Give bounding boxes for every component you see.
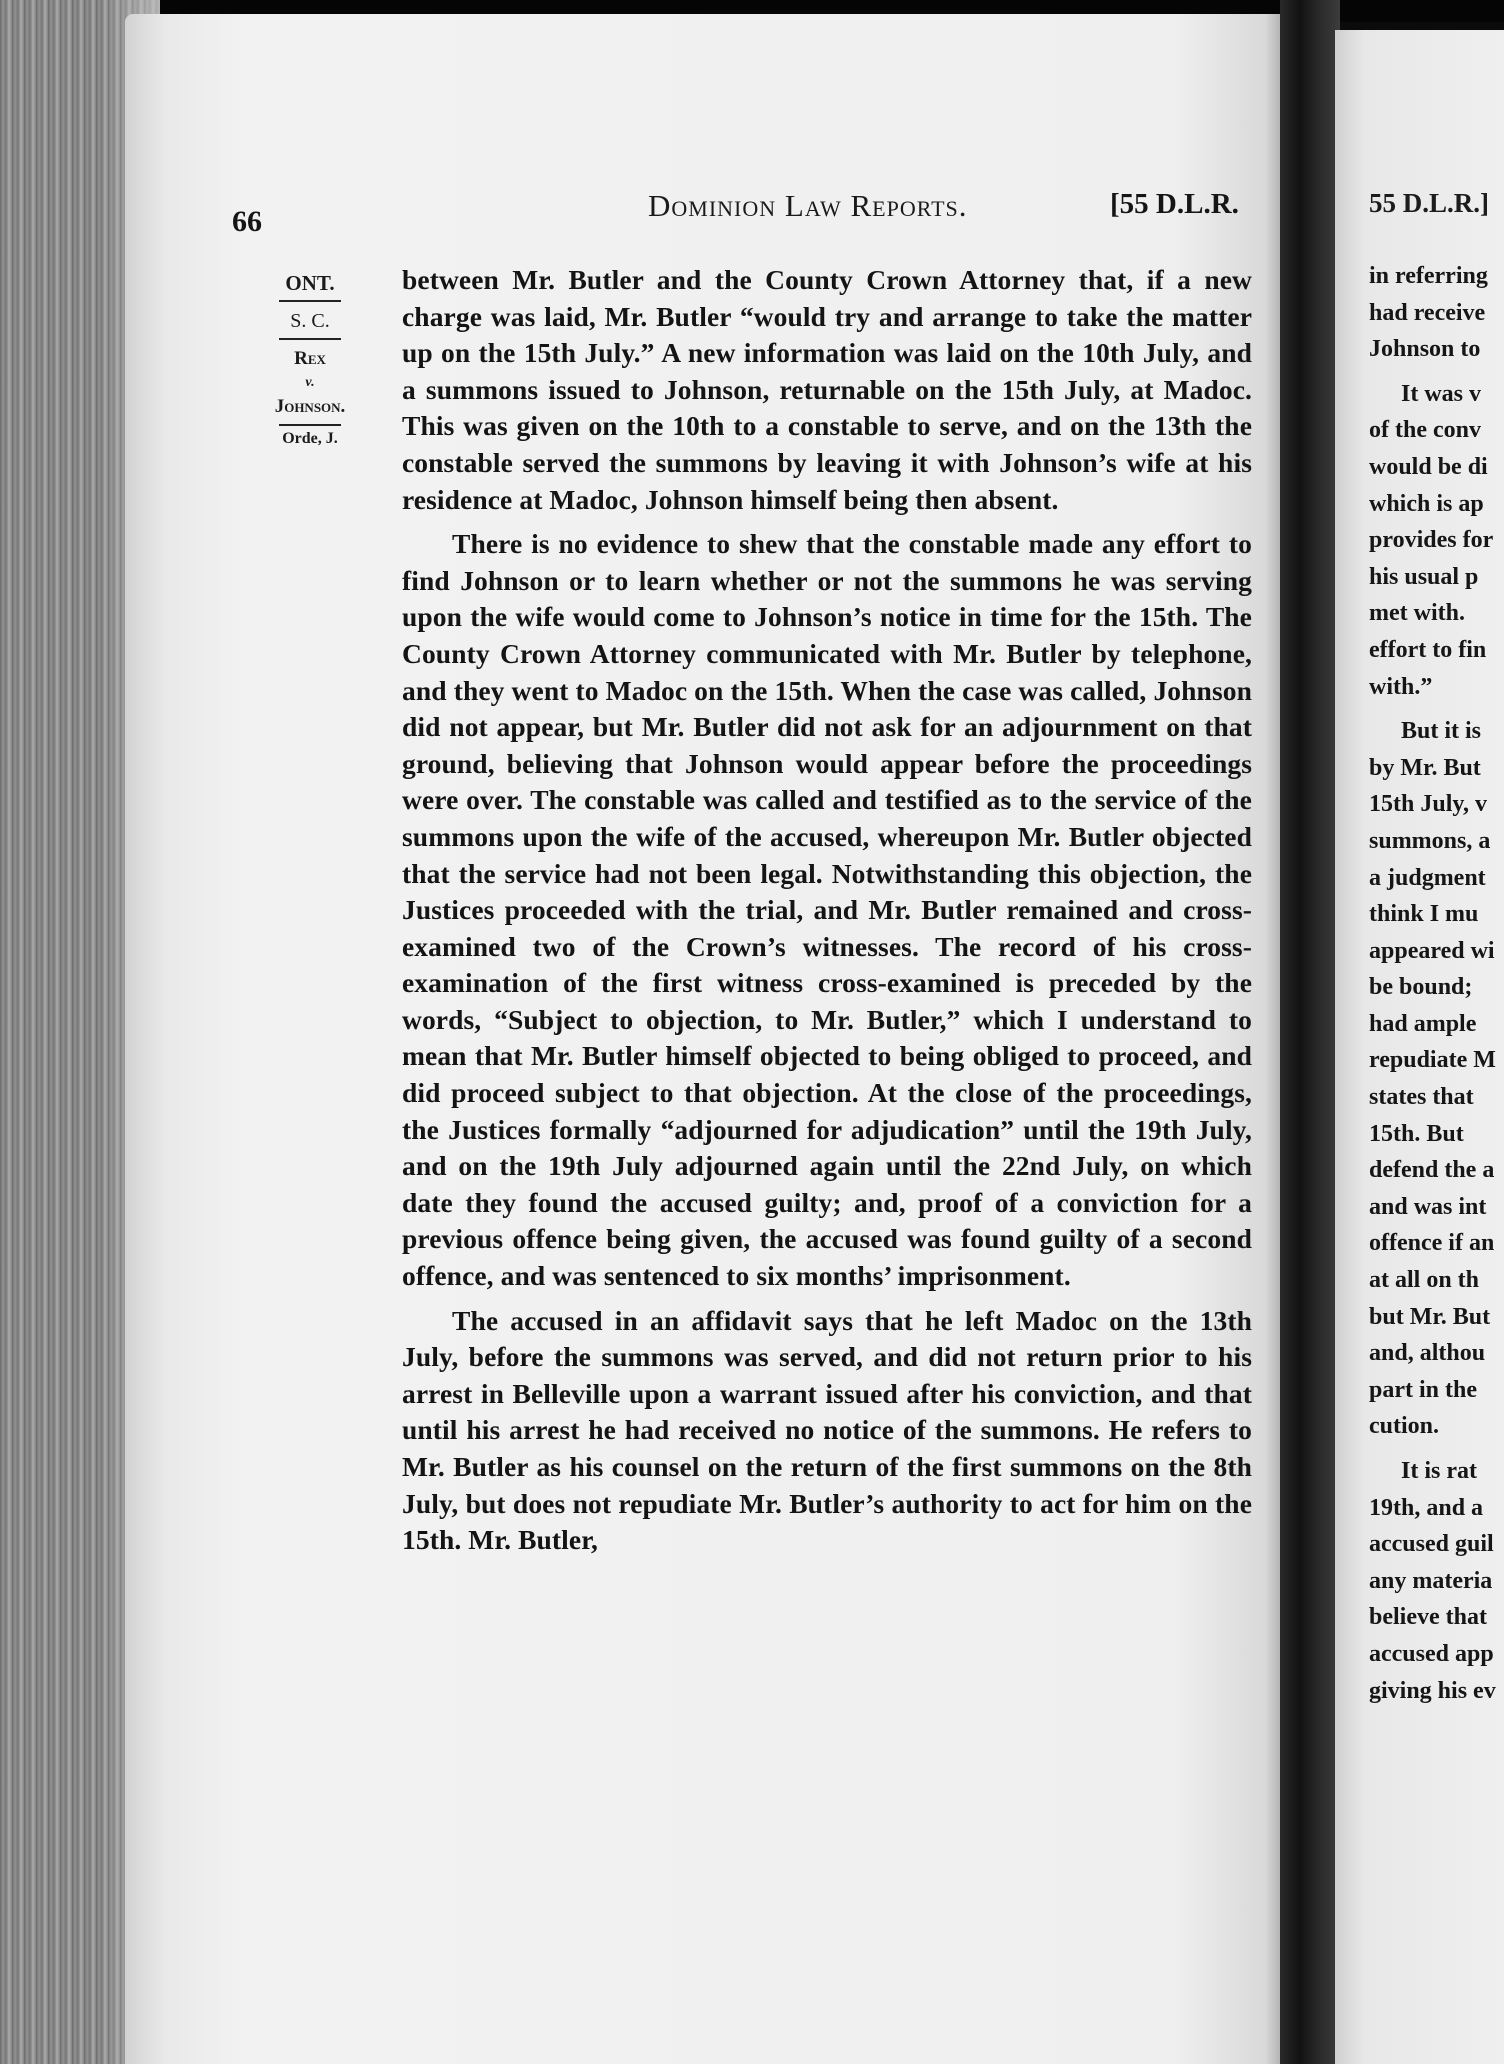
right-page <box>1335 30 1504 2064</box>
right-page-line: 19th, and a <box>1369 1494 1484 1521</box>
side-note-rule <box>279 424 341 426</box>
right-page-line: with.” <box>1369 673 1433 700</box>
side-note-province: ONT. <box>285 271 335 295</box>
side-note-judge: Orde, J. <box>282 430 338 447</box>
paragraph: There is no evidence to shew that the constable made any effort to find Johnson or to learn whether or not the summons he was serving upon the wife would come to Johnson’s notice in time for the 15th. The County Crown Attorney communicated with Mr. Butler by telephone, and they went to Madoc on the 15th. When the case was called, Johnson did not appear, but Mr. Butler did not ask for an adjournment on that ground, believing that Johnson would appear before the proceedings were over. The constable was called and testified as to the service of the summons upon the wife of the accused, whereupon Mr. Butler objected that the service had not been legal. Notwithstanding this objection, the Justices proceeded with the trial, and Mr. Butler remained and cross-examined two of the Crown’s witnesses. The record of his cross-examination of the first witness cross-examined is preceded by the words, “Subject to objection, to Mr. Butler,” which I understand to mean that Mr. Butler himself objected to being obliged to proceed, and did proceed subject to that objection. At the close of the proceedings, the Justices formally “adjourned for adjudication” until the 19th July, and on the 19th July adjourned again until the 22nd July, on which date they found the accused guilty; and, proof of a conviction for a previous offence being given, the accused was found guilty of a second offence, and was sentenced to six months’ imprisonment. <box>402 528 1252 1292</box>
right-page-line: at all on th <box>1369 1267 1480 1294</box>
right-page-line: It is rat <box>1401 1458 1477 1484</box>
side-note-court: S. C. <box>290 310 330 332</box>
right-page-line: It was v <box>1401 380 1482 407</box>
right-page-header: 55 D.L.R.] <box>1369 188 1489 218</box>
right-page-line: part in the <box>1369 1376 1477 1403</box>
right-page-line: 15th July, v <box>1369 791 1488 818</box>
right-page-line: effort to fin <box>1369 636 1487 663</box>
right-page-line: giving his ev <box>1369 1677 1496 1704</box>
right-page-line: accused app <box>1369 1640 1494 1667</box>
book-gutter <box>1280 0 1340 2064</box>
right-page-line: accused guil <box>1369 1531 1494 1558</box>
right-page-line: his usual p <box>1369 563 1479 590</box>
right-page-line: repudiate M <box>1369 1047 1496 1074</box>
right-page-line: defend the a <box>1369 1157 1495 1184</box>
right-page-line: had ample <box>1369 1010 1477 1037</box>
right-page-line: summons, a <box>1369 827 1491 854</box>
right-page-line: offence if an <box>1369 1230 1495 1257</box>
right-page-line: but Mr. But <box>1369 1303 1491 1330</box>
page-number: 66 <box>232 205 262 238</box>
right-page-line: But it is <box>1401 718 1482 745</box>
paragraph: between Mr. Butler and the County Crown Attorney that, if a new charge was laid, Mr. Butler “would try and arrange to take the matter up on the 15th July.” A new information was laid on the 10th July, and a summons issued to Johnson, returnable on the 15th July, at Madoc. This was given on the 10th to a constable to serve, and on the 13th the constable served the summons by leaving it with Johnson’s wife at his residence at Madoc, Johnson himself being then absent. <box>402 264 1252 515</box>
right-page-line: and, althou <box>1369 1340 1486 1367</box>
paragraph: The accused in an affidavit says that he left Madoc on the 13th July, before the summons was served, and did not return prior to his arrest in Belleville upon a warrant issued after his conviction, and that until his arrest he had received no notice of the summons. He refers to Mr. Butler as his counsel on the return of the first summons on the 8th July, but does not repudiate Mr. Butler’s authority to act for him on the 15th. Mr. Butler, <box>402 1304 1252 1556</box>
right-page-line: states that <box>1369 1084 1474 1111</box>
right-page-line: would be di <box>1369 453 1488 480</box>
running-head: Dominion Law Reports. <box>648 188 968 223</box>
right-page-line: appeared wi <box>1369 937 1495 964</box>
right-page-line: by Mr. But <box>1369 754 1481 781</box>
right-page-line: be bound; <box>1369 974 1473 1001</box>
body-text <box>402 262 1252 1559</box>
right-page-line: which is ap <box>1369 490 1484 517</box>
right-page-line: of the conv <box>1369 417 1481 444</box>
right-page-line: 15th. But <box>1369 1120 1464 1147</box>
right-page-line: think I mu <box>1369 901 1479 928</box>
right-page-line: and was int <box>1369 1193 1487 1220</box>
side-note-rule <box>279 300 341 302</box>
side-note-versus: v. <box>305 375 315 390</box>
right-page-line: met with. <box>1369 600 1465 627</box>
right-page-line: had receive <box>1369 299 1486 326</box>
side-note-case-first: Rex <box>294 348 326 369</box>
right-page-line: in referring <box>1369 263 1488 289</box>
right-page-text <box>1369 258 1504 1709</box>
volume-reference: [55 D.L.R. <box>1110 188 1239 220</box>
right-page-line: cution. <box>1369 1413 1440 1440</box>
margin-side-note <box>252 268 368 448</box>
right-page-line: believe that <box>1369 1604 1487 1631</box>
right-page-line: a judgment <box>1369 864 1486 891</box>
side-note-case-second: Johnson. <box>274 396 346 417</box>
side-note-rule <box>279 338 341 340</box>
right-page-line: any materia <box>1369 1567 1493 1594</box>
right-page-line: provides for <box>1369 527 1494 554</box>
right-page-line: Johnson to <box>1369 336 1481 363</box>
